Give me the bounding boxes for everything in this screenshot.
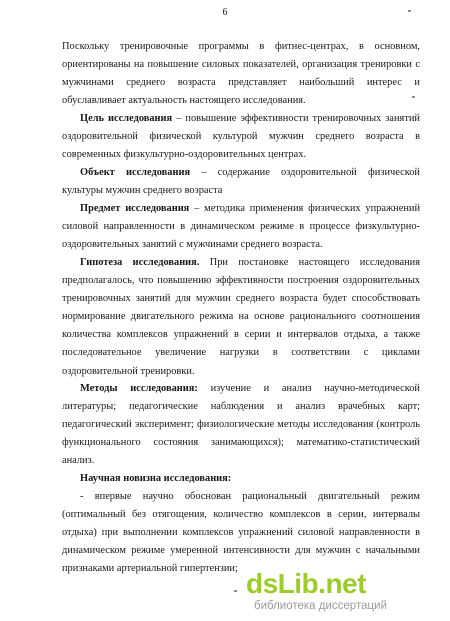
paragraph-hypothesis bbox=[62, 254, 420, 381]
methods-text: изучение и анализ научно-методической литературы; педагогические наблюдения и анализ врачебных карт; педагогический эксперимент; физиологические методы исследования (контроль функционального состояния занимающихся); математико-статистический анализ. bbox=[62, 383, 420, 467]
methods-label: Методы исследования: bbox=[80, 383, 198, 394]
object-label: Объект исследования bbox=[80, 167, 191, 178]
subject-label: Предмет исследования bbox=[80, 203, 190, 214]
watermark-tagline: библиотека диссертаций bbox=[254, 600, 387, 612]
scan-speck bbox=[408, 10, 411, 12]
novelty-heading bbox=[62, 470, 420, 488]
page-number: 6 bbox=[222, 7, 228, 18]
scan-speck bbox=[412, 96, 415, 98]
paragraph-methods bbox=[62, 380, 420, 470]
subject-text: – методика применения физических упражнений силовой направленности в динамическом режиме в процессе физкультурно-оздоровительных занятий с мужчинами среднего возраста. bbox=[62, 203, 421, 251]
paragraph-goal bbox=[62, 110, 420, 164]
goal-label: Цель исследования bbox=[80, 113, 173, 124]
object-text: – содержание оздоровительной физической культуры мужчин среднего возраста bbox=[62, 167, 420, 197]
paragraph-relevance: Поскольку тренировочные программы в фитнес-центрах, в основном, ориентированы на повышение силовых показателей, организация тренировки с мужчинами среднего возраста представляет наибольший интерес и обуславливает актуальность настоящего исследования. bbox=[62, 41, 420, 107]
novelty-label: Научная новизна исследования: bbox=[80, 473, 232, 484]
paragraph-object bbox=[62, 164, 420, 200]
scan-speck bbox=[234, 590, 237, 592]
paragraph-novelty-item: - впервые научно обоснован рациональный двигательный режим (оптимальный без отягощения, количество комплексов в серии, интервалы отдыха) при выполнении комплексов упражнений силовой направленности в динамическом режиме умеренной интенсивности для мужчин с начальными признаками артериальной гипертензии; bbox=[62, 491, 420, 575]
watermark-logo bbox=[246, 568, 436, 612]
hypothesis-text: При постановке настоящего исследования предполагалось, что повышению эффективности построения оздоровительных тренировочных занятий для мужчин среднего возраста будет способствовать нормирование двигательного режима на основе рационального соотношения количества комплексов упражнений в серии и интервалов отдыха, а также последовательное увеличение нагрузки в соответствии с циклами оздоровительной тренировки. bbox=[62, 257, 420, 377]
paragraph-subject bbox=[62, 200, 420, 254]
watermark-brand: dsLib.net bbox=[246, 568, 366, 599]
hypothesis-label: Гипотеза исследования. bbox=[80, 257, 200, 268]
goal-text: – повышение эффективности тренировочных занятий оздоровительной физической культурой мужчин среднего возраста в современных физкультурно-оздоровительных центрах. bbox=[62, 113, 420, 161]
